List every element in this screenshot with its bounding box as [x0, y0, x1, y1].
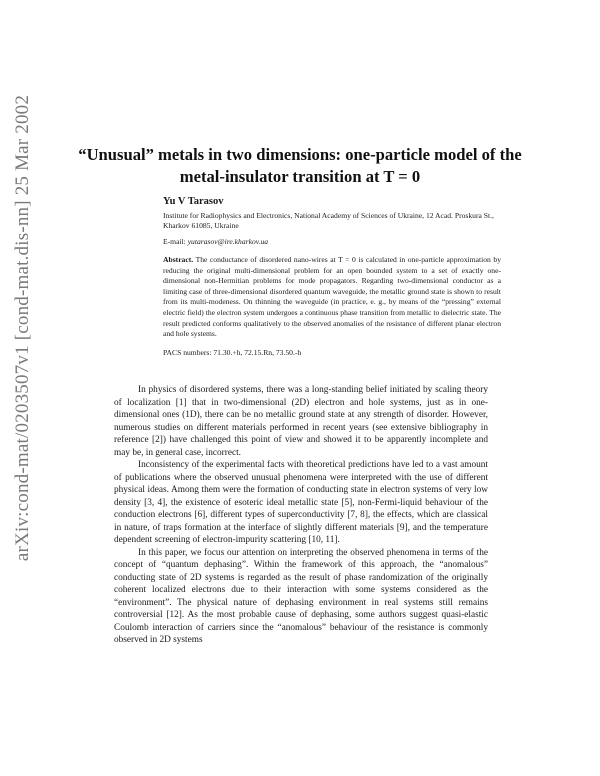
paragraph: In this paper, we focus our attention on interpreting the observed phenomena in terms of the concept of “quantum dephasing”. Within the framework of this approach, the “anomalous” conducting state of 2D systems is regarded as the result of phase randomization of the originally coherent localized electrons due to their interaction with some systems considered as the “environment”. The physical nature of dephasing environment in real systems still remains controversial [12]. As the most probable cause of dephasing, some authors suggest quasi-elastic Coulomb interaction of carriers since the “anomalous” behaviour of the resistance is commonly observed in 2D systems [114, 547, 488, 645]
email-address[interactable]: yutarasov@ire.kharkov.ua [187, 237, 269, 246]
abstract [163, 255, 501, 340]
email-label: E-mail: [163, 237, 186, 246]
author-name: Yu V Tarasov [163, 196, 224, 207]
abstract-label: Abstract. [163, 255, 194, 264]
body-text [114, 384, 488, 647]
paragraph: In physics of disordered systems, there was a long-standing belief initiated by scaling theory of localization [1] that in two-dimensional (2D) electron and hole systems, just as in one-dimensional ones (1D), there can be no metallic ground state at any strength of disorder. However, numerous studies on different materials performed in recent years (see extensive bibliography in reference [2]) have challenged this point of view and showed it to be apparently incomplete and may be, in general case, incorrect. [114, 385, 488, 458]
pacs-numbers: PACS numbers: 71.30.+h, 72.15.Rn, 73.50.-h [163, 348, 302, 357]
abstract-text: The conductance of disordered nano-wires at T = 0 is calculated in one-particle approximation by reducing the original multi-dimensional problem for an open bounded system to a set of exactly one-dimensional non-Hermitian problems for mode propagators. Regarding two-dimensional conductor as a limiting case of three-dimensional disordered quantum waveguide, the metallic ground state is shown to result from its multi-modeness. On thinning the waveguide (in practice, e. g., by means of the “pressing” external electric field) the electron system undergoes a continuous phase transition from metallic to dielectric state. The result predicted conforms qualitatively to the observed anomalies of the resistance of different planar electron and hole systems. [163, 255, 501, 339]
paper-title: “Unusual” metals in two dimensions: one-particle model of the metal-insulator transition at T = 0 [78, 145, 522, 186]
arxiv-identifier-strip [8, 58, 38, 598]
author-affiliation: Institute for Radiophysics and Electronics, National Academy of Sciences of Ukraine, 12 Acad. Proskura St., Kharkov 61085, Ukraine [163, 211, 494, 231]
paragraph: Inconsistency of the experimental facts with theoretical predictions have led to a vast amount of publications where the observed unusual phenomena were interpreted with the use of different physical ideas. Among them were the formation of conducting state in electron systems of very low density [3, 4], the existence of esoteric ideal metallic state [5], non-Fermi-liquid behaviour of the conduction electrons [6], different types of superconductivity [7, 8], the effects, which are classical in nature, of traps formation at the interface of slightly different materials [9], and the temperature dependent screening of electron-impurity scattering [10, 11]. [114, 460, 488, 545]
arxiv-identifier: arXiv:cond-mat/0203507v1 [cond-mat.dis-nn] 25 Mar 2002 [12, 94, 33, 562]
author-email [163, 237, 268, 246]
